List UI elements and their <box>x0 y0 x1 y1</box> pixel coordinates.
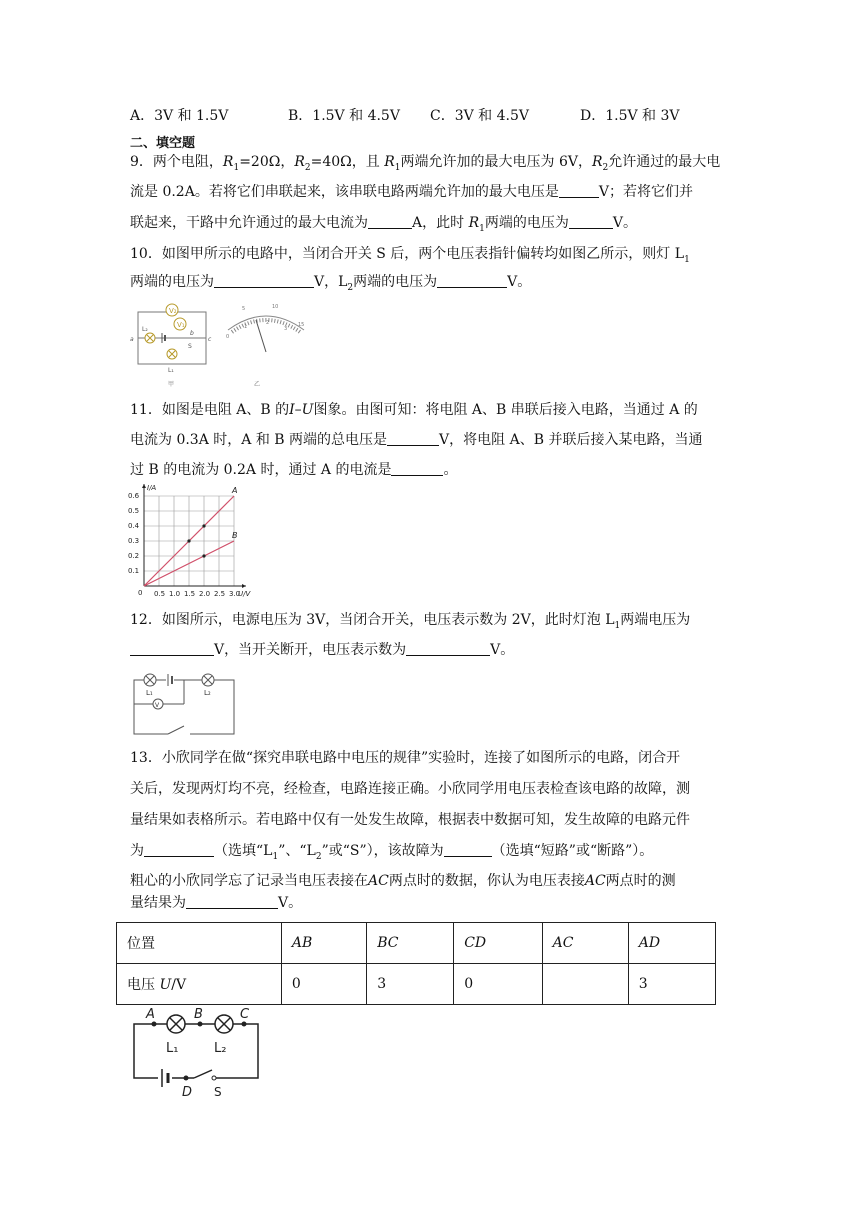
answer-blank <box>214 273 314 288</box>
table-header-row <box>117 923 716 964</box>
table-cell: 0 <box>454 964 542 1005</box>
table-cell: 0 <box>281 964 366 1005</box>
x-tick-label: 3.0 <box>229 590 241 598</box>
q11-line-2: 电流为 0.3A 时，A 和 B 两端的总电压是 V，将电阻 A、B 并联后接入某电路，当通 <box>130 432 703 448</box>
q10-line-2: 两端的电压为 V，$L_2$两端的电压为 V。 <box>130 274 532 293</box>
answer-blank <box>391 461 443 476</box>
x-tick-label: 2.5 <box>214 590 226 598</box>
svg-text:D: D <box>182 1085 193 1098</box>
svg-text:L₁: L₁ <box>168 367 174 374</box>
svg-text:3: 3 <box>284 326 288 332</box>
answer-blank <box>444 842 492 857</box>
data-point <box>202 524 205 527</box>
svg-text:甲: 甲 <box>168 381 175 388</box>
option-b: B．1.5V 和 4.5V <box>288 108 400 124</box>
q10-meter-figure <box>222 298 310 390</box>
table-cell: AC <box>542 923 628 964</box>
svg-text:S: S <box>188 343 192 350</box>
answer-blank <box>569 214 613 229</box>
svg-text:0: 0 <box>226 334 230 340</box>
svg-text:c: c <box>208 336 212 343</box>
svg-text:L₂: L₂ <box>142 326 148 333</box>
svg-text:1: 1 <box>244 324 248 330</box>
q12-line-2: V，当开关断开，电压表示数为 V。 <box>130 640 514 660</box>
y-tick-label: 0.5 <box>128 507 140 515</box>
answer-blank <box>387 431 439 446</box>
svg-text:S: S <box>214 1085 222 1098</box>
section-title: 二、填空题 <box>130 136 196 151</box>
q11-line-1: 11．如图是电阻 A、B 的I–U图象。由图可知：将电阻 A、B 串联后接入电路，当通过 A 的 <box>130 402 698 418</box>
q12-line-1: 12．如图所示，电源电压为 3V，当闭合开关，电压表示数为 2V，此时灯泡 $L_1$两端电压为 <box>130 612 691 631</box>
bulb-l2-icon <box>215 1015 233 1033</box>
bulb-l1-icon <box>167 1015 185 1033</box>
x-tick-label: 2.0 <box>199 590 211 598</box>
q13-line-1: 13．小欣同学在做“探究串联电路中电压的规律”实验时，连接了如图所示的电路，闭合开 <box>130 750 681 766</box>
q13-line-6: 量结果为 V。 <box>130 895 303 911</box>
table-row <box>117 964 716 1005</box>
svg-text:5: 5 <box>242 306 246 312</box>
q10-circuit-figure <box>128 298 218 390</box>
x-axis-arrow <box>242 584 246 588</box>
q13-line-4: 为 （选填“$L_1$”、“$L_2$”或“S”），该故障为 （选填“短路”或“断路”）。 <box>130 843 654 862</box>
answer-blank <box>368 214 412 229</box>
battery-icon <box>158 1068 172 1088</box>
bulb-l1-icon <box>144 674 156 686</box>
svg-text:C: C <box>240 1007 250 1022</box>
bulb-l1-icon <box>167 349 177 359</box>
table-cell <box>542 964 628 1005</box>
svg-text:15: 15 <box>298 322 305 328</box>
y-tick-label: 0.2 <box>128 552 140 560</box>
svg-text:V: V <box>155 702 160 709</box>
series-label-b: B <box>232 531 238 540</box>
svg-text:2: 2 <box>266 320 270 326</box>
svg-text:B: B <box>194 1007 203 1022</box>
option-a: A．3V 和 1.5V <box>130 108 229 124</box>
switch-icon <box>168 726 190 738</box>
svg-text:10: 10 <box>272 304 279 310</box>
answer-blank <box>130 641 214 656</box>
table-cell: 3 <box>628 964 715 1005</box>
svg-text:V₂: V₂ <box>169 307 177 315</box>
y-axis-arrow <box>142 484 146 488</box>
q9-line-2: 流是 0.2A。若将它们串联起来，该串联电路两端允许加的最大电压是 V；若将它们并 <box>130 184 693 200</box>
option-d: D．1.5V 和 3V <box>580 108 680 124</box>
answer-blank <box>437 273 507 288</box>
table-cell: 位置 <box>117 923 282 964</box>
svg-text:A: A <box>146 1007 155 1022</box>
table-cell: CD <box>454 923 542 964</box>
y-tick-label: 0.3 <box>128 537 140 545</box>
answer-blank <box>406 641 490 656</box>
y-tick-label: 0.1 <box>128 567 140 575</box>
svg-text:V₁: V₁ <box>177 321 185 329</box>
svg-text:a: a <box>130 336 134 343</box>
answer-blank <box>559 183 599 198</box>
table-cell: 电压 U/V <box>117 964 282 1005</box>
table-cell: AB <box>281 923 366 964</box>
table-cell: AD <box>628 923 715 964</box>
q13-line-2: 关后，发现两灯均不亮，经检查，电路连接正确。小欣同学用电压表检查该电路的故障，测 <box>130 781 690 797</box>
voltmeter-v2-icon <box>166 304 178 316</box>
iu-chart <box>128 482 260 600</box>
q11-line-3: 过 B 的电流为 0.2A 时，通过 A 的电流是 。 <box>130 462 458 478</box>
q10-line-1: 10．如图甲所示的电路中，当闭合开关 S 后，两个电压表指针偏转均如图乙所示，则灯 $L_1$ <box>130 246 690 265</box>
q13-line-3: 量结果如表格所示。若电路中仅有一处发生故障，根据表中数据可知，发生故障的电路元件 <box>130 812 690 828</box>
data-point <box>187 539 190 542</box>
svg-text:L₁: L₁ <box>166 1041 179 1056</box>
table-cell: 3 <box>367 964 454 1005</box>
voltage-table <box>116 922 716 1005</box>
meter-needle <box>256 320 266 352</box>
x-tick-label: 0.5 <box>154 590 166 598</box>
y-tick-label: 0.6 <box>128 492 140 500</box>
svg-text:L₁: L₁ <box>146 689 153 697</box>
x-tick-label: 1.0 <box>169 590 181 598</box>
q13-line-5: 粗心的小欣同学忘了记录当电压表接在AC两点时的数据，你认为电压表接AC两点时的测 <box>130 873 676 889</box>
y-tick-label: 0.4 <box>128 522 140 530</box>
battery-icon <box>166 674 174 686</box>
voltmeter-icon <box>153 699 163 709</box>
switch-icon <box>194 1070 216 1082</box>
x-tick-label: 1.5 <box>184 590 196 598</box>
table-cell: BC <box>367 923 454 964</box>
voltmeter-v1-icon <box>174 318 186 330</box>
bulb-l2-icon <box>202 674 214 686</box>
svg-text:乙: 乙 <box>254 381 261 388</box>
series-label-a: A <box>232 486 238 495</box>
option-c: C．3V 和 4.5V <box>430 108 530 124</box>
answer-blank <box>144 842 214 857</box>
svg-text:b: b <box>190 330 194 337</box>
y-axis-label: I/A <box>147 484 157 492</box>
q9-line-3: 联起来，干路中允许通过的最大电流为 A，此时 $R_1$两端的电压为 V。 <box>130 215 637 234</box>
q12-circuit-figure <box>128 668 240 738</box>
answer-blank <box>186 894 278 909</box>
q13-circuit-figure <box>128 1006 268 1098</box>
x-axis-label: U/V <box>238 590 251 598</box>
q9-line-1: 9．两个电阻，$R_1=20\Omega$，$R_2=40\Omega$，且 $R_1$两端允许加的最大电压为 6V，$R_2$允许通过的最大电 <box>130 154 721 173</box>
svg-text:L₂: L₂ <box>214 1041 227 1056</box>
svg-text:L₂: L₂ <box>204 689 211 697</box>
bulb-l2-icon <box>145 333 155 343</box>
data-point <box>202 554 205 557</box>
origin-label: 0 <box>138 589 143 597</box>
